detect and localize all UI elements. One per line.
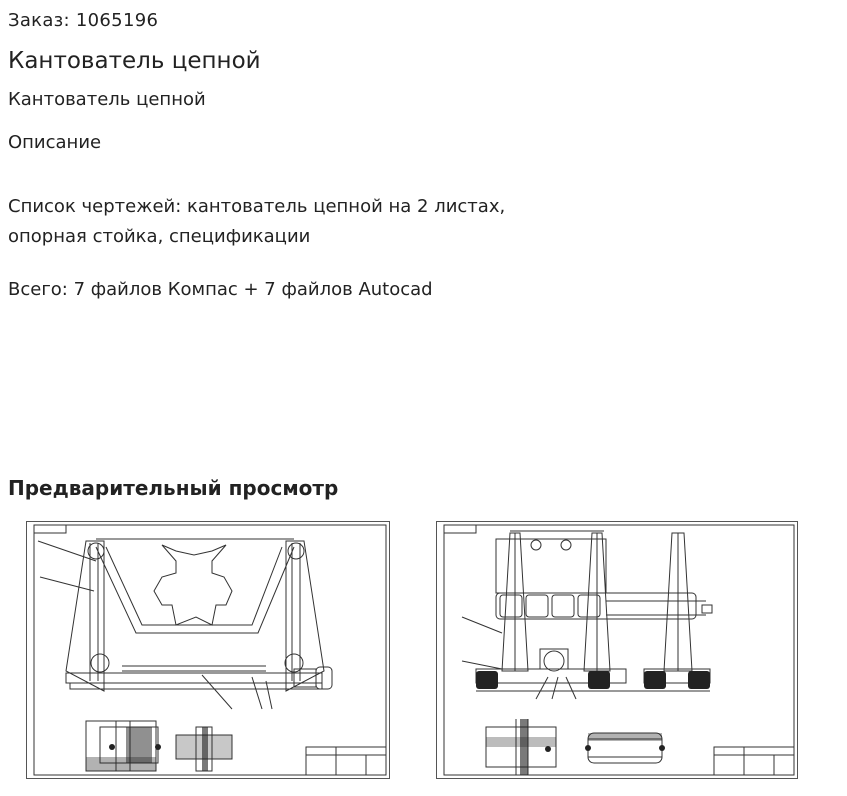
preview-thumbnail-sheet-1[interactable]	[26, 521, 390, 779]
drawing-sheet-2-image	[436, 521, 798, 779]
drawing-sheet-1-image	[26, 521, 390, 779]
description-text	[8, 192, 608, 252]
product-subtitle: Кантователь цепной	[8, 89, 206, 110]
description-total: Всего: 7 файлов Компас + 7 файлов Autocad	[8, 279, 433, 300]
page-title: Кантователь цепной	[8, 48, 261, 74]
description-heading: Описание	[8, 132, 102, 153]
description-line: Список чертежей: кантователь цепной на 2 листах,	[8, 196, 506, 217]
preview-heading: Предварительный просмотр	[8, 476, 339, 500]
order-number: Заказ: 1065196	[8, 10, 159, 31]
description-line: опорная стойка, спецификации	[8, 226, 311, 247]
preview-thumbnail-sheet-2[interactable]	[436, 521, 798, 779]
